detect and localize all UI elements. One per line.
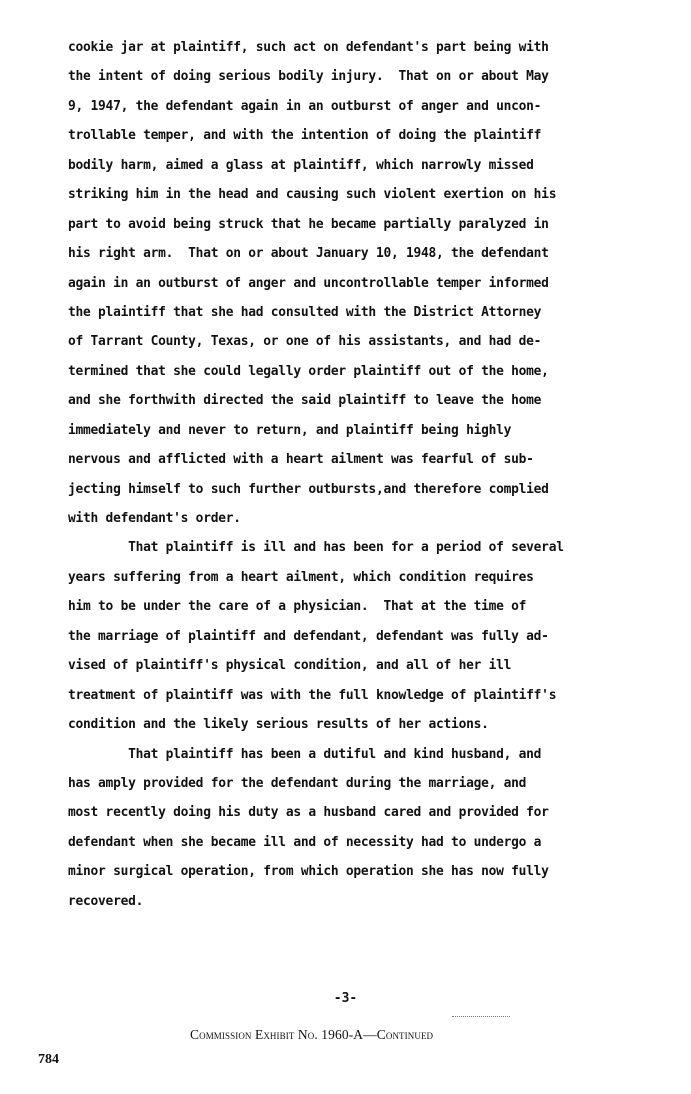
text-line: the intent of doing serious bodily injury. That on or about May (68, 69, 549, 85)
text-line: and she forthwith directed the said plaintiff to leave the home (68, 393, 542, 409)
text-line: again in an outburst of anger and uncontrollable temper informed (68, 275, 549, 291)
text-line: bodily harm, aimed a glass at plaintiff, which narrowly missed (68, 157, 534, 173)
text-line: cookie jar at plaintiff, such act on defendant's part being with (68, 40, 549, 55)
dotted-mark (452, 1016, 510, 1017)
text-line: immediately and never to return, and plaintiff being highly (68, 422, 512, 438)
text-line: jecting himself to such further outbursts,and therefore complied (68, 481, 549, 497)
text-line: striking him in the head and causing such violent exertion on his (68, 187, 557, 203)
text-line: 9, 1947, the defendant again in an outburst of anger and uncon- (68, 98, 542, 114)
text-line: nervous and afflicted with a heart ailment was fearful of sub- (68, 452, 534, 468)
exhibit-caption: Commission Exhibit No. 1960-A—Continued (190, 1027, 434, 1042)
text-line: of Tarrant County, Texas, or one of his assistants, and had de- (68, 334, 542, 350)
text-line: him to be under the care of a physician. That at the time of (68, 599, 527, 615)
text-line: part to avoid being struck that he became partially paralyzed in (68, 216, 549, 232)
text-line: years suffering from a heart ailment, which condition requires (68, 569, 534, 585)
text-line: the plaintiff that she had consulted with the District Attorney (68, 304, 542, 320)
text-line: termined that she could legally order plaintiff out of the home, (68, 363, 549, 379)
text-line: condition and the likely serious results of her actions. (68, 717, 489, 733)
body-text (68, 33, 658, 916)
text-line: the marriage of plaintiff and defendant, defendant was fully ad- (68, 628, 549, 644)
folio-number: 784 (38, 1052, 59, 1067)
text-line: has amply provided for the defendant during the marriage, and (68, 775, 527, 791)
text-line: recovered. (68, 893, 144, 909)
text-line: vised of plaintiff's physical condition, and all of her ill (68, 658, 512, 674)
text-line: defendant when she became ill and of necessity had to undergo a (68, 834, 542, 850)
text-line: That plaintiff is ill and has been for a period of several (68, 540, 564, 556)
text-line: That plaintiff has been a dutiful and kind husband, and (68, 746, 542, 762)
text-line: treatment of plaintiff was with the full knowledge of plaintiff's (68, 687, 557, 703)
text-line: trollable temper, and with the intention of doing the plaintiff (68, 128, 542, 144)
text-line: with defendant's order. (68, 511, 241, 526)
text-line: most recently doing his duty as a husband cared and provided for (68, 805, 549, 821)
page-number: -3- (333, 991, 358, 1006)
text-line: minor surgical operation, from which operation she has now fully (68, 864, 549, 880)
text-line: his right arm. That on or about January 10, 1948, the defendant (68, 246, 549, 262)
